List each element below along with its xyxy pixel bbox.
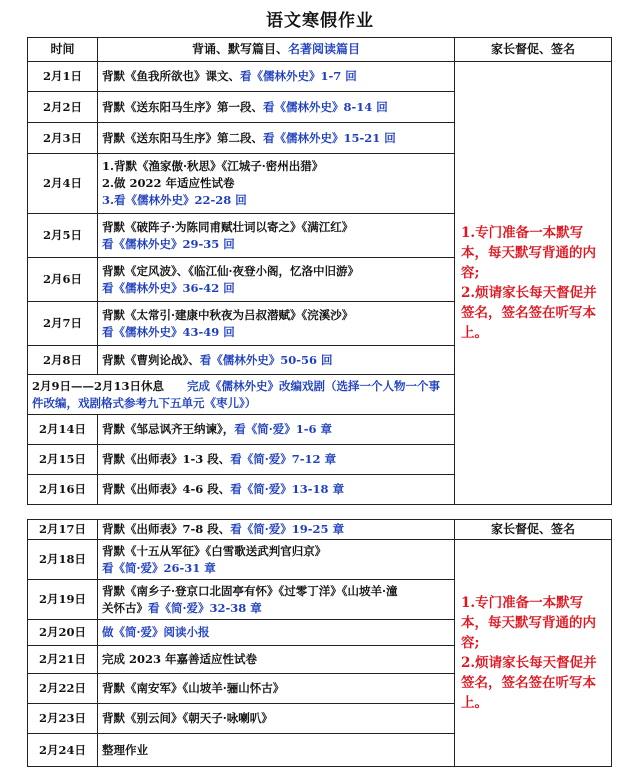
instruction-1: 1.专门准备一本默写本，每天默写背通的内容; (461, 595, 596, 651)
reading-task: 看《简·爱》26-31 章 (102, 560, 216, 575)
recite-task: 背默《南乡子·登京口北固亭有怀》《过零丁洋》《山坡羊·潼 (102, 583, 398, 598)
recite-task: 背默《南安军》《山坡羊·骊山怀古》 (102, 681, 285, 695)
task-line (102, 521, 450, 538)
task-line (102, 236, 450, 253)
date-cell: 2月4日 (28, 154, 98, 214)
date-cell: 2月14日 (28, 415, 98, 445)
date-cell: 2月19日 (28, 580, 98, 620)
task-line (102, 651, 450, 668)
reading-task: 看《简·爱》1-6 章 (234, 422, 333, 436)
task-line (102, 280, 450, 297)
reading-task: 看《简·爱》13-18 章 (230, 482, 345, 496)
recite-task: 背默《送东阳马生序》第一段、 (102, 99, 263, 114)
date-cell: 2月7日 (28, 302, 98, 346)
reading-task: 看《儒林外史》50-56 回 (199, 352, 333, 367)
homework-table-1 (27, 37, 612, 505)
task-cell (98, 520, 455, 540)
task-line (102, 680, 450, 697)
homework-table-2 (27, 519, 612, 767)
task-line (102, 68, 450, 85)
date-cell: 2月2日 (28, 92, 98, 123)
header-task (98, 38, 455, 62)
task-cell (98, 92, 455, 123)
date-cell: 2月6日 (28, 258, 98, 302)
task-line (102, 600, 450, 617)
task-cell (98, 62, 455, 92)
instruction-2: 2.烦请家长每天督促并签名，签名签在听写本上。 (461, 655, 597, 711)
task-line (102, 742, 450, 759)
reading-task: 看《简·爱》32-38 章 (148, 600, 262, 615)
recite-task: 背默《送东阳马生序》第二段、 (102, 130, 263, 145)
header-parent: 家长督促、签名 (455, 38, 612, 62)
date-cell: 2月1日 (28, 62, 98, 92)
date-cell: 2月22日 (28, 674, 98, 704)
date-cell: 2月17日 (28, 520, 98, 540)
task-line (102, 352, 450, 369)
task-cell (98, 646, 455, 674)
date-cell: 2月3日 (28, 123, 98, 154)
task-cell (98, 580, 455, 620)
instruction-1: 1.专门准备一本默写本，每天默写背通的内容; (461, 225, 596, 281)
task-line (102, 624, 450, 641)
recite-task: 背默《邹忌讽齐王纳谏》， (102, 422, 235, 436)
table-row (28, 540, 612, 580)
task-line (102, 307, 450, 324)
recite-task: 背默《出师表》1-3 段、 (102, 452, 231, 466)
reading-task: 看《儒林外史》29-35 回 (102, 236, 235, 251)
recite-task: 完成 2023 年嘉善适应性试卷 (102, 652, 258, 666)
recite-task: 整理作业 (102, 742, 148, 757)
parent-instructions (461, 223, 605, 343)
date-cell: 2月18日 (28, 540, 98, 580)
task-cell (98, 734, 455, 767)
table-header-row (28, 38, 612, 62)
reading-task: 看《儒林外史》15-21 回 (263, 130, 396, 145)
reading-task: 看《儒林外史》43-49 回 (102, 324, 235, 339)
table-row (28, 62, 612, 92)
task-line (102, 263, 450, 280)
reading-task: 看《儒林外史》8-14 回 (263, 99, 388, 114)
recite-task: 背默《曹刿论战》、 (102, 352, 200, 367)
task-line (102, 710, 450, 727)
date-cell: 2月24日 (28, 734, 98, 767)
reading-task: 看《简·爱》7-12 章 (230, 452, 337, 466)
task-cell (98, 302, 455, 346)
recite-task: 背默《鱼我所欲也》课文、 (102, 69, 240, 83)
reading-task: 看《简·爱》19-25 章 (230, 522, 345, 536)
recite-task: 背默《出师表》7-8 段、 (102, 522, 231, 536)
task-line (102, 192, 450, 209)
holiday-drama-task: 完成《儒林外史》改编戏剧（选择一个人物一个事件改编，戏剧格式参考九下五单元《枣儿》） (32, 378, 441, 410)
date-cell: 2月21日 (28, 646, 98, 674)
recite-task: 2.做 2022 年适应性试卷 (102, 176, 235, 190)
holiday-rest: 2月9日——2月13日休息 (32, 378, 165, 393)
task-line (102, 130, 450, 147)
task-cell (98, 214, 455, 258)
task-cell (98, 258, 455, 302)
reading-task: 看《儒林外史》36-42 回 (102, 280, 235, 295)
task-line (102, 451, 450, 468)
task-line (102, 175, 450, 192)
task-line (102, 421, 450, 438)
parent-signature-cell (455, 62, 612, 505)
header-date: 时间 (28, 38, 98, 62)
header-task-recite: 背诵、默写篇目、 (191, 42, 288, 56)
task-cell (98, 123, 455, 154)
task-line (102, 543, 450, 560)
reading-task: 3.看《儒林外史》22-28 回 (102, 193, 247, 207)
date-cell: 2月23日 (28, 704, 98, 734)
holiday-cell (28, 375, 455, 415)
task-line (102, 560, 450, 577)
date-cell: 2月15日 (28, 445, 98, 475)
recite-task: 背默《破阵子·为陈同甫赋壮词以寄之》《满江红》 (102, 219, 354, 234)
task-line (102, 481, 450, 498)
task-line (102, 158, 450, 175)
recite-task: 关怀古》 (102, 600, 148, 615)
header-parent: 家长督促、签名 (455, 520, 612, 540)
reading-task: 做《简·爱》阅读小报 (102, 625, 210, 639)
reading-task: 看《儒林外史》1-7 回 (240, 69, 357, 83)
task-cell (98, 445, 455, 475)
parent-instructions (461, 593, 605, 713)
parent-signature-cell (455, 540, 612, 767)
instruction-2: 2.烦请家长每天督促并签名，签名签在听写本上。 (461, 285, 597, 341)
task-cell (98, 415, 455, 445)
header-task-reading: 名著阅读篇目 (288, 42, 361, 56)
page-title: 语文寒假作业 (266, 11, 374, 31)
task-line (102, 324, 450, 341)
recite-task: 背默《出师表》4-6 段、 (102, 482, 231, 496)
recite-task: 背默《定风波》、《临江仙·夜登小阁，忆洛中旧游》 (102, 263, 360, 278)
recite-task: 1.背默《渔家傲·秋思》《江城子·密州出猎》 (102, 159, 324, 173)
task-line (102, 583, 450, 600)
recite-task: 背默《十五从军征》《白雪歌送武判官归京》 (102, 543, 327, 558)
table-row (28, 520, 612, 540)
date-cell: 2月20日 (28, 620, 98, 646)
recite-task: 背默《别云间》《朝天子·咏喇叭》 (102, 711, 273, 725)
date-cell: 2月16日 (28, 475, 98, 505)
task-cell (98, 346, 455, 375)
task-cell (98, 540, 455, 580)
date-cell: 2月5日 (28, 214, 98, 258)
task-cell (98, 620, 455, 646)
task-line (102, 99, 450, 116)
task-cell (98, 154, 455, 214)
task-line (102, 219, 450, 236)
task-cell (98, 475, 455, 505)
task-cell (98, 674, 455, 704)
task-cell (98, 704, 455, 734)
date-cell: 2月8日 (28, 346, 98, 375)
recite-task: 背默《太常引·建康中秋夜为吕叔潜赋》《浣溪沙》 (102, 307, 354, 322)
